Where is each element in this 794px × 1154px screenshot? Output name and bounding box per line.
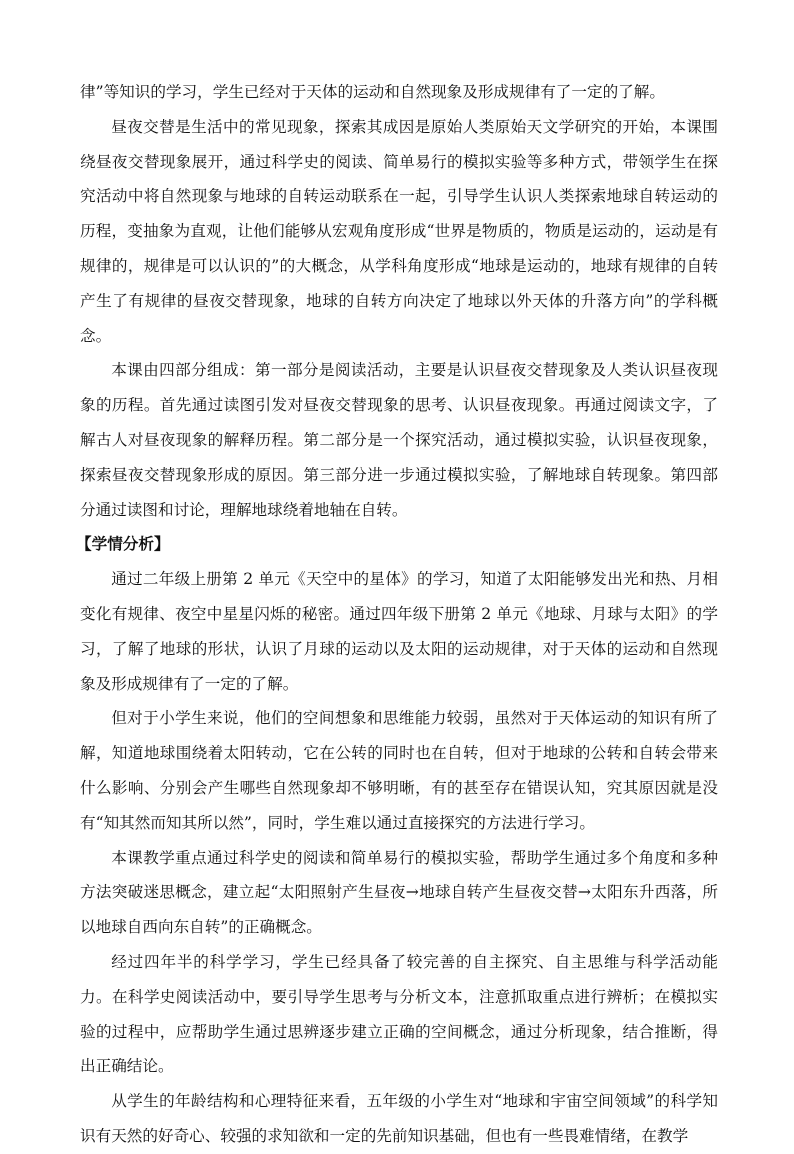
paragraph-lesson-structure: 本课由四部分组成：第一部分是阅读活动，主要是认识昼夜交替现象及人类认识昼夜现象的历程。首先通过读图引发对昼夜交替现象的思考、认识昼夜现象。再通过阅读文字，了解古人对昼夜现象的解释历程。第二部分是一个探究活动，通过模拟实验，认识昼夜现象，探索昼夜交替现象形成的原因。第三部分进一步通过模拟实验，了解地球自转现象。第四部分通过读图和讨论，理解地球绕着地轴在自转。 [80, 361, 718, 519]
paragraph-continuation: 律”等知识的学习，学生已经对于天体的运动和自然现象及形成规律有了一定的了解。 [80, 83, 665, 101]
paragraph-student-abilities: 经过四年半的科学学习，学生已经具备了较完善的自主探究、自主思维与科学活动能力。在科学史阅读活动中，要引导学生思考与分析文本，注意抓取重点进行辨析；在模拟实验的过程中，应帮助学生通过思辨逐步建立正确的空间概念，通过分析现象，结合推断，得出正确结论。 [80, 952, 718, 1076]
paragraph-prior-learning: 通过二年级上册第 2 单元《天空中的星体》的学习，知道了太阳能够发出光和热、月相变化有规律、夜空中星星闪烁的秘密。通过四年级下册第 2 单元《地球、月球与太阳》的学习，了解了地球的形状，认识了月球的运动以及太阳的运动规律，对于天体的运动和自然现象及形成规律有了一定的了解。 [80, 570, 718, 693]
section-heading-student-analysis: 【学情分析】 [76, 535, 170, 554]
document-body [76, 75, 718, 1154]
paragraph-student-difficulties: 但对于小学生来说，他们的空间想象和思维能力较弱，虽然对于天体运动的知识有所了解，知道地球围绕着太阳转动，它在公转的同时也在自转，但对于地球的公转和自转会带来什么影响、分别会产生哪些自然现象却不够明晰，有的甚至存在错误认知，究其原因就是没有“知其然而知其所以然”，同时，学生难以通过直接探究的方法进行学习。 [80, 709, 718, 832]
paragraph-day-night-intro: 昼夜交替是生活中的常见现象，探索其成因是原始人类原始天文学研究的开始，本课围绕昼夜交替现象展开，通过科学史的阅读、简单易行的模拟实验等多种方式，带领学生在探究活动中将自然现象与地球的自转运动联系在一起，引导学生认识人类探索地球自转运动的历程，变抽象为直观，让他们能够从宏观角度形成“世界是物质的，物质是运动的，运动是有规律的，规律是可以认识的”的大概念，从学科角度形成“地球是运动的，地球有规律的自转产生了有规律的昼夜交替现象，地球的自转方向决定了地球以外天体的升落方向”的学科概念。 [80, 117, 718, 345]
paragraph-age-characteristics: 从学生的年龄结构和心理特征来看，五年级的小学生对“地球和宇宙空间领域”的科学知识有天然的好奇心、较强的求知欲和一定的先前知识基础，但也有一些畏难情绪，在教学 [80, 1092, 718, 1145]
paragraph-teaching-focus: 本课教学重点通过科学史的阅读和简单易行的模拟实验，帮助学生通过多个角度和多种方法突破迷思概念，建立起“太阳照射产生昼夜→地球自转产生昼夜交替→太阳东升西落，所以地球自西向东自转”的正确概念。 [80, 848, 718, 937]
